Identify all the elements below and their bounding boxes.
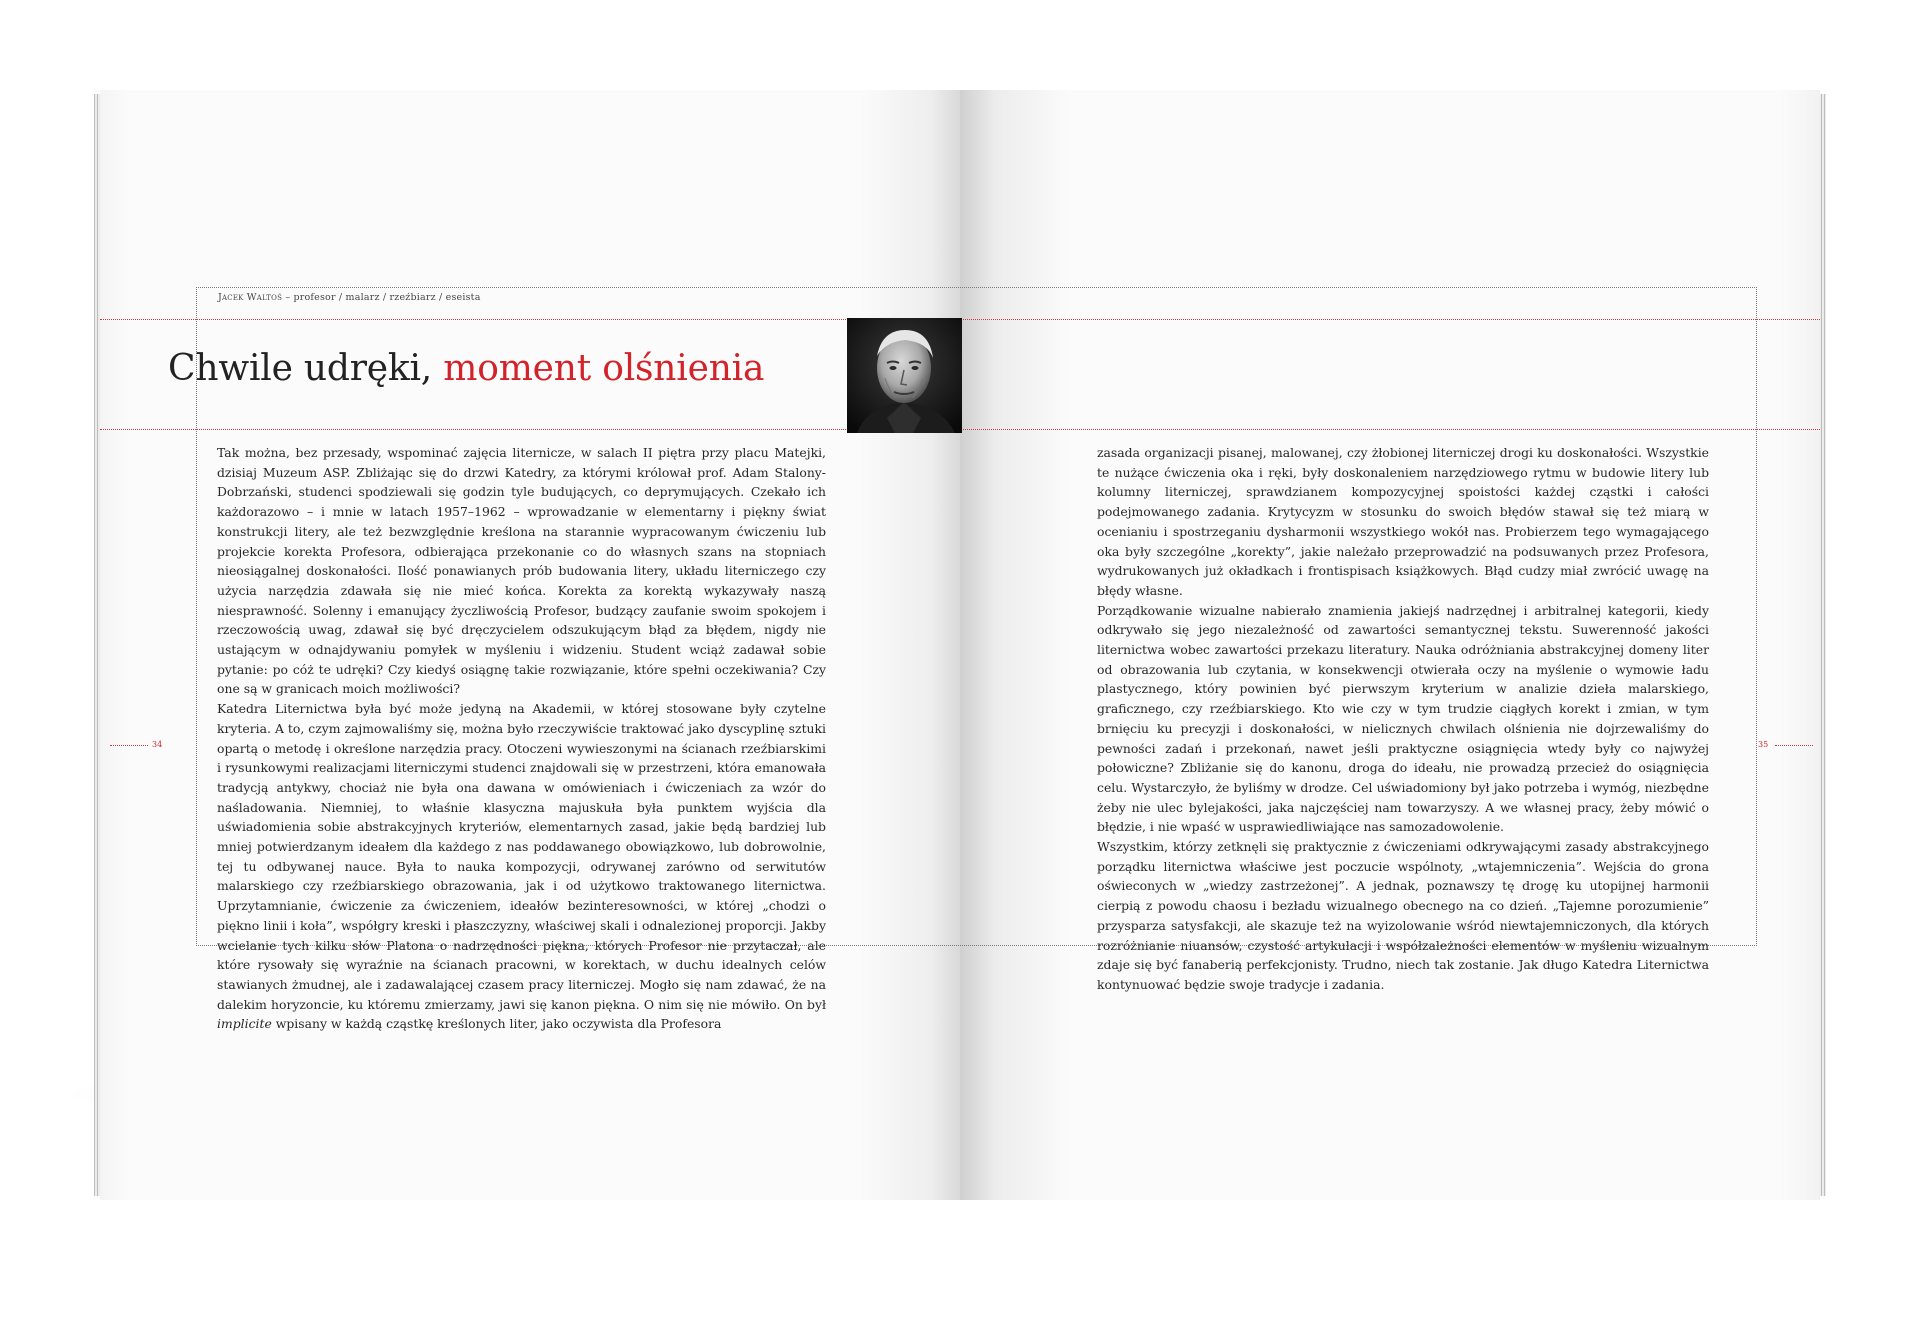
guide-mark-right <box>1775 745 1813 746</box>
left-column-text <box>217 443 826 1034</box>
paragraph: Katedra Liternictwa była być może jedyną na Akademii, w której stosowane były czytelne kryteria. A to, czym zajmowaliśmy się, można było rzeczywiście traktować jako dyscyplinę sztuki opartą o metodę i określone narzędzia pracy. Otoczeni wywieszonymi na ścianach rzeźbiarskimi i rysunkowymi realizacjami literniczymi studenci znajdowali się w przestrzeni, która emanowała tradycją antykwy, chociaż nie była ona dawana w omówieniach i ćwiczeniach za wzór do naśladowania. Niemniej, to właśnie klasyczna majuskuła była punktem wyjścia dla uświadomienia sobie abstrakcyjnych kryteriów, elementarnych zasad, jakie będą bardziej lub mniej potwierdzanym ideałem dla każdego z nas poddawanego obowiązkowo, lub dobrowolnie, tej tu odbywanej nauce. Była to nauka kompozycji, odrywanej zarówno od serwitutów malarskiego czy rzeźbiarskiego obrazowania, jak i od użytkowo traktowanego liternictwa. Uprzytamnianie, ćwiczenie za ćwiczeniem, ideałów bezinteresowności, w której „chodzi o piękno linii i koła”, współgry kreski i płaszczyzny, właściwej skali i odnalezionej proporcji. Jakby wcielanie tych kilku słów Platona o nadrzędności piękna, których Profesor nie przytaczał, ale które rysowały się wyraźnie na ścianach pracowni, w korektach, w duchu idealnych celów stawianych żmudnej, ale i zadawalającej czasem pracy literniczej. Mogło się nam zdawać, że na dalekim horyzoncie, ku któremu zmierzamy, jawi się kanon piękna. O nim się nie mówiło. On był implicite wpisany w każdą cząstkę kreślonych liter, jako oczywista dla Profesora <box>217 701 826 1032</box>
article-title <box>168 348 764 389</box>
author-portrait <box>847 318 962 433</box>
title-accent: moment olśnienia <box>443 348 765 389</box>
paragraph: Tak można, bez przesady, wspominać zajęcia liternicze, w salach II piętra przy placu Matejki, dzisiaj Muzeum ASP. Zbliżając się do drzwi Katedry, za którymi królował prof. Adam Stalony-Dobrzański, studenci spodziewali się godzin tyle budujących, co deprymujących. Czekało ich każdorazowo – i mnie w latach 1957–1962 – wprowadzanie w elementarny i piękny świat konstrukcji litery, ale też bezwzględnie kreślona na starannie wypracowanym ćwiczeniu lub projekcie korekta Profesora, odbierająca przekonanie co do własnych szans na stopniach nieosiągalnej doskonałości. Ilość ponawianych prób budowania litery, układu literniczego czy użycia narzędzia zdawała się nie mieć końca. Korekta za korektą wykazywały naszą niesprawność. Solenny i emanujący życzliwością Profesor, budzący zaufanie swoim spokojem i rzeczowością uwag, zdawał się być dręczycielem odszukującym błąd za błędem, nigdy nie ustającym w odnajdywaniu pomyłek w myśleniu i widzeniu. Student wciąż zadawał sobie pytanie: po cóż te udręki? Czy kiedyś osiągnę takie rozwiązanie, które spełni oczekiwania? Czy one są w granicach moich możliwości? <box>217 445 826 697</box>
author-name: Jacek Waltoś <box>218 292 283 303</box>
author-roles: – profesor / malarz / rzeźbiarz / eseista <box>282 292 481 303</box>
right-column-text <box>1097 443 1709 995</box>
paragraph: Wszystkim, którzy zetknęli się praktycznie z ćwiczeniami odkrywającymi zasady abstrakcyjnego porządku liternictwa właściwe jest poczucie wspólnoty, „wtajemniczenia”. Wejścia do grona oświeconych w „wiedzy zastrzeżonej”. A jednak, poznawszy tę drogę ku utopijnej harmonii cierpią z powodu chaosu i bezładu wizualnego obecnego na co dzień. „Tajemne porozumienie” przysparza satysfakcji, ale skazuje też na wyizolowanie wśród niewtajemniczonych, dla których rozróżnianie niuansów, czystość artykulacji i współzależności elementów w myśleniu wizualnym zdaje się być fanaberią perfekcjonisty. Trudno, niech tak zostanie. Jak długo Katedra Liternictwa kontynuować będzie swoje tradycje i zadania. <box>1097 839 1709 992</box>
page-number-left: 34 <box>152 740 163 749</box>
page-number-right: 35 <box>1758 740 1769 749</box>
author-byline <box>218 292 481 303</box>
italic-word: implicite <box>217 1016 272 1032</box>
open-book <box>100 90 1820 1200</box>
title-main: Chwile udręki, <box>168 348 444 389</box>
guide-mark-left <box>110 745 148 746</box>
paragraph: Porządkowanie wizualne nabierało znamienia jakiejś nadrzędnej i arbitralnej kategorii, kiedy odkrywało się jego niezależność od zawartości semantycznej tekstu. Suwerenność jakości liternictwa wobec zawartości przekazu literatury. Nauka odróżniania abstrakcyjnej domeny liter od obrazowania lub czytania, w konsekwencji otwierała oczy na myślenie o wymowie ładu plastycznego, który powinien być pierwszym kryterium w analizie dzieła malarskiego, graficznego, czy rzeźbiarskiego. Kto wie czy w tym trudzie ciągłych korekt i zmian, w tym brnięciu ku precyzji i doskonałości, w nielicznych chwilach olśnienia nie dojrzewaliśmy do pewności zadań i przekonań, nawet jeśli praktyczne osiągnięcia wtedy były co najwyżej połowiczne? Zbliżanie się do kanonu, droga do ideału, nie prowadzą przecież do osiągnięcia celu. Wystarczyło, że byliśmy w drodze. Cel uświadomiony był jako potrzeba i wymóg, niezbędne żeby nie ulec bylejakości, jaka najczęściej nam towarzyszy. A we własnej pracy, żeby mówić o błędzie, i nie wpaść w usprawiedliwiające nas samozadowolenie. <box>1097 602 1709 835</box>
paragraph: zasada organizacji pisanej, malowanej, czy żłobionej literniczej drogi ku doskonałości. Wszystkie te nużące ćwiczenia oka i ręki, były doskonaleniem narzędziowego rytmu w budowie litery lub kolumny literniczej, sprawdzianem kompozycyjnej spoistości każdej cząstki i całości podejmowanego zadania. Krytycyzm w stosunku do swoich błędów stawał się też miarą w ocenianiu i spostrzeganiu dysharmonii wszystkiego wokół nas. Probierzem tego wymagającego oka były szczególne „korekty”, jakie należało przeprowadzić na podsuwanych przez Profesora, wydrukowanych już okładkach i frontispisach książkowych. Błąd cudzy miał zwrócić uwagę na błędy własne. <box>1097 445 1709 598</box>
